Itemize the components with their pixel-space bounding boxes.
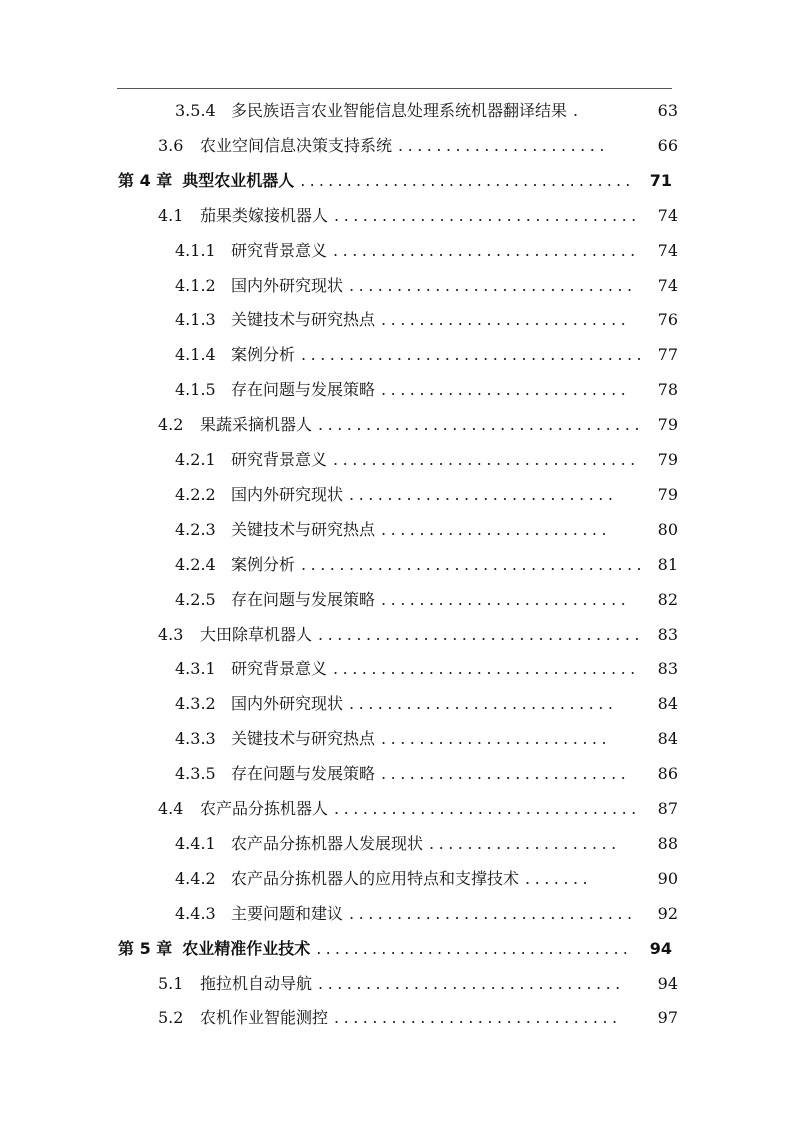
toc-entry-page-number: 78 — [657, 380, 678, 400]
toc-entry-number: 4.2.4 — [175, 554, 216, 574]
toc-entry-page-number: 79 — [657, 484, 678, 504]
toc-entry-title: 研究背景意义 — [231, 659, 328, 679]
toc-entry-page-number: 86 — [657, 764, 678, 784]
toc-entry-leader-dots: .......................... — [381, 589, 631, 609]
toc-entry-number: 4.2.2 — [175, 484, 216, 504]
toc-subsection-entry[interactable] — [175, 445, 678, 475]
toc-entry-leader-dots: .......................... — [381, 380, 631, 400]
toc-entry-title: 农业精准作业技术 — [182, 938, 311, 958]
toc-subsection-entry[interactable] — [175, 340, 678, 370]
toc-entry-title: 农业空间信息决策支持系统 — [200, 135, 393, 155]
toc-entry-leader-dots: .............................. — [334, 1008, 622, 1028]
toc-entry-number: 4.1.2 — [175, 275, 216, 295]
toc-entry-page-number: 79 — [657, 450, 678, 469]
toc-entry-title: 拖拉机自动导航 — [200, 973, 313, 993]
toc-entry-number: 4.4.2 — [175, 868, 216, 888]
toc-entry-page-number: 79 — [657, 415, 678, 435]
toc-entry-title: 国内外研究现状 — [231, 275, 344, 295]
toc-entry-title: 国内外研究现状 — [231, 694, 344, 714]
toc-entry-page-number: 87 — [657, 799, 678, 818]
toc-entry-number: 4.4.1 — [175, 833, 216, 853]
toc-entry-number: 4.1 — [158, 205, 184, 225]
toc-entry-number: 4.1.4 — [175, 345, 216, 365]
toc-section-entry[interactable] — [158, 410, 678, 440]
toc-entry-title: 多民族语言农业智能信息处理系统机器翻译结果 — [231, 101, 568, 120]
toc-subsection-entry[interactable] — [175, 654, 678, 684]
toc-entry-number: 5.2 — [158, 1008, 184, 1028]
toc-entry-title: 案例分析 — [231, 345, 296, 365]
toc-entry-title: 主要问题和建议 — [231, 903, 344, 923]
toc-entry-page-number: 83 — [657, 659, 678, 679]
toc-entry-page-number: 74 — [657, 240, 678, 260]
toc-entry-leader-dots: ................................ — [334, 799, 641, 818]
toc-chapter-entry[interactable] — [118, 166, 672, 196]
toc-entry-leader-dots: .......................... — [381, 764, 631, 784]
toc-entry-number: 第 5 章 — [118, 938, 173, 958]
toc-entry-leader-dots: .......................... — [381, 310, 631, 330]
toc-entry-page-number: 94 — [657, 973, 678, 993]
toc-entry-title: 研究背景意义 — [231, 450, 328, 469]
toc-entry-page-number: 81 — [657, 554, 678, 574]
toc-entry-leader-dots: .............................. — [349, 903, 637, 923]
toc-entry-title: 大田除草机器人 — [200, 624, 313, 644]
toc-entry-page-number: 83 — [657, 624, 678, 644]
toc-entry-title: 农产品分拣机器人的应用特点和支撑技术 — [231, 868, 520, 888]
toc-entry-page-number: 90 — [657, 868, 678, 888]
toc-entry-page-number: 84 — [657, 729, 678, 749]
toc-entry-leader-dots: ................................ — [333, 240, 640, 260]
toc-entry-page-number: 94 — [649, 938, 672, 958]
toc-entry-leader-dots: ....... — [525, 868, 593, 888]
toc-subsection-entry[interactable] — [175, 829, 678, 859]
toc-entry-number: 4.2 — [158, 415, 184, 435]
toc-entry-page-number: 74 — [657, 275, 678, 295]
toc-section-entry[interactable] — [158, 794, 678, 824]
toc-subsection-entry[interactable] — [175, 864, 678, 894]
toc-entry-leader-dots: ................................ — [333, 450, 640, 469]
toc-section-entry[interactable] — [158, 620, 678, 650]
toc-subsection-entry[interactable] — [175, 305, 678, 335]
toc-entry-title: 研究背景意义 — [231, 240, 328, 260]
toc-entry-number: 4.3.5 — [175, 764, 216, 784]
toc-subsection-entry[interactable] — [175, 689, 678, 719]
toc-entry-leader-dots: .................................... — [300, 170, 635, 190]
toc-entry-number: 4.2.5 — [175, 589, 216, 609]
toc-entry-page-number: 82 — [657, 589, 678, 609]
toc-entry-leader-dots: ................................ — [333, 659, 640, 679]
toc-entry-title: 茄果类嫁接机器人 — [200, 205, 329, 225]
toc-entry-page-number: 88 — [657, 833, 678, 853]
toc-subsection-entry[interactable] — [175, 759, 678, 789]
toc-subsection-entry[interactable] — [175, 724, 678, 754]
toc-section-entry[interactable] — [158, 201, 678, 231]
toc-entry-number: 4.1.3 — [175, 310, 216, 330]
toc-entry-leader-dots: ........................ — [381, 519, 612, 539]
toc-entry-page-number: 84 — [657, 694, 678, 714]
toc-entry-number: 4.3 — [158, 624, 184, 644]
toc-entry-title: 关键技术与研究热点 — [231, 519, 376, 539]
toc-subsection-entry[interactable] — [175, 236, 678, 266]
toc-entry-page-number: 63 — [657, 101, 678, 120]
toc-entry-title: 关键技术与研究热点 — [231, 729, 376, 749]
toc-entry-number: 4.1.1 — [175, 240, 216, 260]
toc-entry-number: 4.3.3 — [175, 729, 216, 749]
toc-entry-number: 第 4 章 — [118, 170, 173, 190]
toc-chapter-entry[interactable] — [118, 934, 672, 964]
toc-entry-number: 5.1 — [158, 973, 184, 993]
toc-entry-number: 4.1.5 — [175, 380, 216, 400]
toc-entry-leader-dots: .................................... — [301, 554, 647, 574]
toc-entry-leader-dots: .................................... — [301, 345, 647, 365]
toc-entry-leader-dots: ................................ — [318, 973, 625, 993]
toc-subsection-entry[interactable] — [175, 515, 678, 545]
toc-entry-number: 4.4.3 — [175, 903, 216, 923]
toc-entry-title: 典型农业机器人 — [182, 170, 295, 190]
toc-subsection-entry[interactable] — [175, 480, 678, 510]
toc-entry-title: 农产品分拣机器人发展现状 — [231, 833, 424, 853]
toc-entry-leader-dots: .............................. — [349, 275, 637, 295]
toc-entry-leader-dots: ............................ — [349, 694, 618, 714]
toc-entry-page-number: 66 — [657, 135, 678, 155]
toc-entry-leader-dots: .................... — [429, 833, 621, 853]
toc-entry-leader-dots: ............................ — [349, 484, 618, 504]
toc-entry-page-number: 97 — [657, 1008, 678, 1028]
toc-subsection-entry[interactable] — [175, 271, 678, 301]
toc-entry-page-number: 74 — [657, 205, 678, 225]
toc-subsection-entry[interactable] — [175, 375, 678, 405]
toc-subsection-entry[interactable] — [175, 550, 678, 580]
toc-entry-title: 农产品分拣机器人 — [200, 799, 329, 818]
toc-entry-page-number: 80 — [657, 519, 678, 539]
toc-entry-page-number: 76 — [657, 310, 678, 330]
toc-entry-page-number: 77 — [657, 345, 678, 365]
toc-entry-number: 4.3.2 — [175, 694, 216, 714]
toc-entry-page-number: 92 — [657, 903, 678, 923]
toc-subsection-entry[interactable] — [175, 585, 678, 615]
toc-entry-leader-dots: .................................. — [316, 938, 633, 958]
toc-entry-title: 存在问题与发展策略 — [231, 380, 376, 400]
toc-entry-title: 关键技术与研究热点 — [231, 310, 376, 330]
toc-entry-title: 农机作业智能测控 — [200, 1008, 329, 1028]
toc-entry-leader-dots: ........................ — [381, 729, 612, 749]
toc-subsection-entry[interactable] — [175, 96, 678, 126]
toc-entry-number: 4.3.1 — [175, 659, 216, 679]
toc-entry-leader-dots: . — [573, 101, 583, 120]
toc-entry-title: 果蔬采摘机器人 — [200, 415, 313, 435]
toc-entry-title: 存在问题与发展策略 — [231, 589, 376, 609]
toc-entry-number: 4.2.1 — [175, 450, 216, 469]
toc-entry-title: 国内外研究现状 — [231, 484, 344, 504]
toc-section-entry[interactable] — [158, 969, 678, 999]
toc-entry-leader-dots: ...................... — [398, 135, 609, 155]
toc-entry-number: 3.5.4 — [175, 101, 216, 120]
toc-subsection-entry[interactable] — [175, 899, 678, 929]
toc-entry-leader-dots: .................................. — [318, 624, 644, 644]
toc-entry-number: 4.4 — [158, 799, 184, 818]
toc-section-entry[interactable] — [158, 131, 678, 161]
toc-entry-title: 案例分析 — [231, 554, 296, 574]
toc-entry-number: 4.2.3 — [175, 519, 216, 539]
toc-entry-leader-dots: ................................ — [334, 205, 641, 225]
toc-section-entry[interactable] — [158, 1003, 678, 1033]
toc-entry-number: 3.6 — [158, 135, 184, 155]
toc-entry-title: 存在问题与发展策略 — [231, 764, 376, 784]
toc-entry-page-number: 71 — [649, 170, 672, 190]
toc-entry-leader-dots: .................................. — [318, 415, 644, 435]
